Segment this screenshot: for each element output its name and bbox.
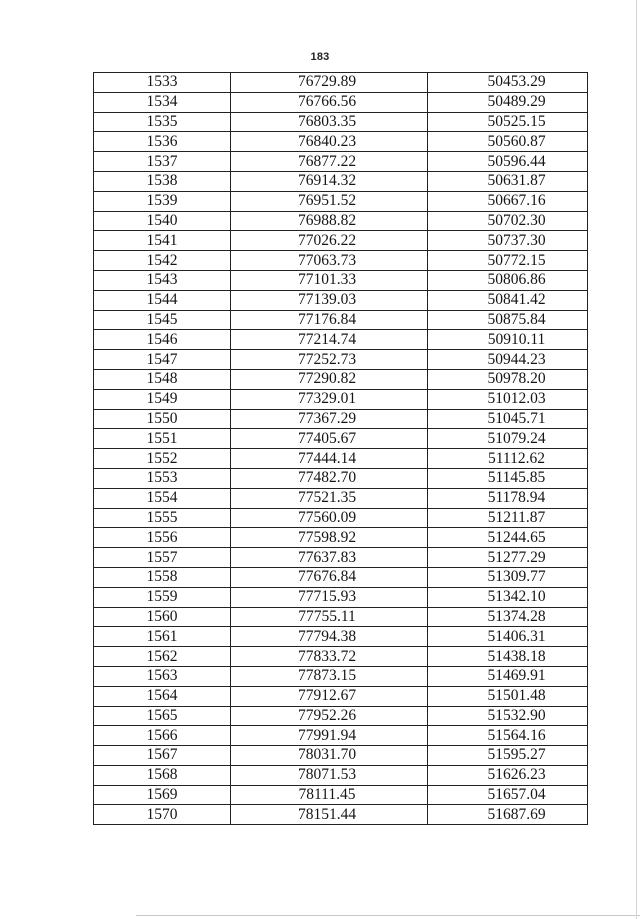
value-b-cell: 51438.18 (428, 647, 588, 667)
page-number: 183 (310, 51, 330, 63)
value-b-cell: 51406.31 (428, 627, 588, 647)
value-b-cell: 51244.65 (428, 528, 588, 548)
row-index-cell: 1546 (94, 330, 231, 350)
table-row (94, 627, 588, 647)
row-index-cell: 1538 (94, 171, 231, 191)
value-b-cell: 50806.86 (428, 270, 588, 290)
row-index-cell: 1545 (94, 310, 231, 330)
value-b-cell: 51595.27 (428, 746, 588, 766)
value-b-cell: 51657.04 (428, 785, 588, 805)
value-a-cell: 77833.72 (231, 647, 428, 667)
value-b-cell: 50841.42 (428, 290, 588, 310)
value-a-cell: 77252.73 (231, 350, 428, 370)
row-index-cell: 1551 (94, 429, 231, 449)
value-a-cell: 78071.53 (231, 765, 428, 785)
value-a-cell: 77329.01 (231, 389, 428, 409)
row-index-cell: 1554 (94, 488, 231, 508)
value-a-cell: 77676.84 (231, 567, 428, 587)
value-b-cell: 51178.94 (428, 488, 588, 508)
table-row (94, 310, 588, 330)
row-index-cell: 1542 (94, 251, 231, 271)
table-row (94, 73, 588, 93)
row-index-cell: 1543 (94, 270, 231, 290)
row-index-cell: 1559 (94, 587, 231, 607)
value-a-cell: 76729.89 (231, 73, 428, 93)
value-a-cell: 77139.03 (231, 290, 428, 310)
data-table (93, 72, 588, 825)
data-table-container (93, 72, 587, 825)
page-edge-right (636, 0, 637, 919)
row-index-cell: 1550 (94, 409, 231, 429)
row-index-cell: 1534 (94, 92, 231, 112)
value-a-cell: 78151.44 (231, 805, 428, 825)
table-row (94, 528, 588, 548)
row-index-cell: 1549 (94, 389, 231, 409)
table-row (94, 211, 588, 231)
table-row (94, 746, 588, 766)
table-row (94, 607, 588, 627)
value-a-cell: 77521.35 (231, 488, 428, 508)
table-row (94, 726, 588, 746)
value-a-cell: 76914.32 (231, 171, 428, 191)
table-row (94, 587, 588, 607)
value-a-cell: 77755.11 (231, 607, 428, 627)
row-index-cell: 1565 (94, 706, 231, 726)
row-index-cell: 1541 (94, 231, 231, 251)
table-row (94, 488, 588, 508)
row-index-cell: 1558 (94, 567, 231, 587)
table-row (94, 171, 588, 191)
table-row (94, 666, 588, 686)
row-index-cell: 1535 (94, 112, 231, 132)
value-a-cell: 76988.82 (231, 211, 428, 231)
value-b-cell: 51374.28 (428, 607, 588, 627)
row-index-cell: 1539 (94, 191, 231, 211)
value-a-cell: 77063.73 (231, 251, 428, 271)
table-row (94, 449, 588, 469)
row-index-cell: 1570 (94, 805, 231, 825)
table-row (94, 389, 588, 409)
value-a-cell: 77715.93 (231, 587, 428, 607)
row-index-cell: 1557 (94, 548, 231, 568)
table-row (94, 508, 588, 528)
value-b-cell: 51145.85 (428, 468, 588, 488)
row-index-cell: 1560 (94, 607, 231, 627)
table-row (94, 152, 588, 172)
value-b-cell: 51211.87 (428, 508, 588, 528)
value-b-cell: 50560.87 (428, 132, 588, 152)
value-b-cell: 51309.77 (428, 567, 588, 587)
row-index-cell: 1552 (94, 449, 231, 469)
table-row (94, 350, 588, 370)
row-index-cell: 1547 (94, 350, 231, 370)
row-index-cell: 1561 (94, 627, 231, 647)
value-a-cell: 77482.70 (231, 468, 428, 488)
table-row (94, 92, 588, 112)
table-row (94, 369, 588, 389)
value-a-cell: 77290.82 (231, 369, 428, 389)
value-a-cell: 77214.74 (231, 330, 428, 350)
value-b-cell: 51342.10 (428, 587, 588, 607)
value-a-cell: 78111.45 (231, 785, 428, 805)
value-b-cell: 50737.30 (428, 231, 588, 251)
row-index-cell: 1556 (94, 528, 231, 548)
row-index-cell: 1566 (94, 726, 231, 746)
value-a-cell: 76951.52 (231, 191, 428, 211)
table-row (94, 132, 588, 152)
row-index-cell: 1567 (94, 746, 231, 766)
value-b-cell: 51469.91 (428, 666, 588, 686)
value-b-cell: 51687.69 (428, 805, 588, 825)
row-index-cell: 1564 (94, 686, 231, 706)
table-row (94, 290, 588, 310)
table-row (94, 231, 588, 251)
row-index-cell: 1563 (94, 666, 231, 686)
row-index-cell: 1536 (94, 132, 231, 152)
value-a-cell: 77873.15 (231, 666, 428, 686)
value-b-cell: 51277.29 (428, 548, 588, 568)
value-b-cell: 51501.48 (428, 686, 588, 706)
value-b-cell: 51112.62 (428, 449, 588, 469)
value-b-cell: 51564.16 (428, 726, 588, 746)
table-row (94, 112, 588, 132)
row-index-cell: 1562 (94, 647, 231, 667)
row-index-cell: 1553 (94, 468, 231, 488)
table-row (94, 330, 588, 350)
value-a-cell: 77444.14 (231, 449, 428, 469)
value-a-cell: 77176.84 (231, 310, 428, 330)
value-b-cell: 51532.90 (428, 706, 588, 726)
value-a-cell: 77101.33 (231, 270, 428, 290)
value-b-cell: 50596.44 (428, 152, 588, 172)
value-a-cell: 77912.67 (231, 686, 428, 706)
value-a-cell: 77794.38 (231, 627, 428, 647)
row-index-cell: 1533 (94, 73, 231, 93)
value-a-cell: 76877.22 (231, 152, 428, 172)
table-row (94, 429, 588, 449)
value-a-cell: 76803.35 (231, 112, 428, 132)
row-index-cell: 1540 (94, 211, 231, 231)
table-row (94, 191, 588, 211)
value-b-cell: 50910.11 (428, 330, 588, 350)
value-a-cell: 77952.26 (231, 706, 428, 726)
row-index-cell: 1548 (94, 369, 231, 389)
value-a-cell: 77367.29 (231, 409, 428, 429)
table-row (94, 548, 588, 568)
value-a-cell: 77637.83 (231, 548, 428, 568)
value-b-cell: 50944.23 (428, 350, 588, 370)
data-table-body (94, 73, 588, 825)
table-row (94, 686, 588, 706)
value-b-cell: 50772.15 (428, 251, 588, 271)
value-a-cell: 77598.92 (231, 528, 428, 548)
value-b-cell: 51045.71 (428, 409, 588, 429)
value-a-cell: 77991.94 (231, 726, 428, 746)
value-b-cell: 51626.23 (428, 765, 588, 785)
row-index-cell: 1569 (94, 785, 231, 805)
table-row (94, 251, 588, 271)
value-a-cell: 77026.22 (231, 231, 428, 251)
table-row (94, 270, 588, 290)
value-b-cell: 50525.15 (428, 112, 588, 132)
value-a-cell: 76766.56 (231, 92, 428, 112)
table-row (94, 805, 588, 825)
value-b-cell: 50489.29 (428, 92, 588, 112)
table-row (94, 785, 588, 805)
table-row (94, 706, 588, 726)
table-row (94, 765, 588, 785)
value-b-cell: 50631.87 (428, 171, 588, 191)
table-row (94, 647, 588, 667)
value-b-cell: 50978.20 (428, 369, 588, 389)
value-b-cell: 51079.24 (428, 429, 588, 449)
table-row (94, 409, 588, 429)
value-b-cell: 50875.84 (428, 310, 588, 330)
row-index-cell: 1537 (94, 152, 231, 172)
row-index-cell: 1568 (94, 765, 231, 785)
page-edge-bottom (136, 915, 640, 916)
row-index-cell: 1544 (94, 290, 231, 310)
value-b-cell: 50702.30 (428, 211, 588, 231)
value-a-cell: 78031.70 (231, 746, 428, 766)
table-row (94, 468, 588, 488)
value-b-cell: 51012.03 (428, 389, 588, 409)
value-a-cell: 77405.67 (231, 429, 428, 449)
table-row (94, 567, 588, 587)
row-index-cell: 1555 (94, 508, 231, 528)
value-b-cell: 50453.29 (428, 73, 588, 93)
value-a-cell: 76840.23 (231, 132, 428, 152)
value-b-cell: 50667.16 (428, 191, 588, 211)
value-a-cell: 77560.09 (231, 508, 428, 528)
